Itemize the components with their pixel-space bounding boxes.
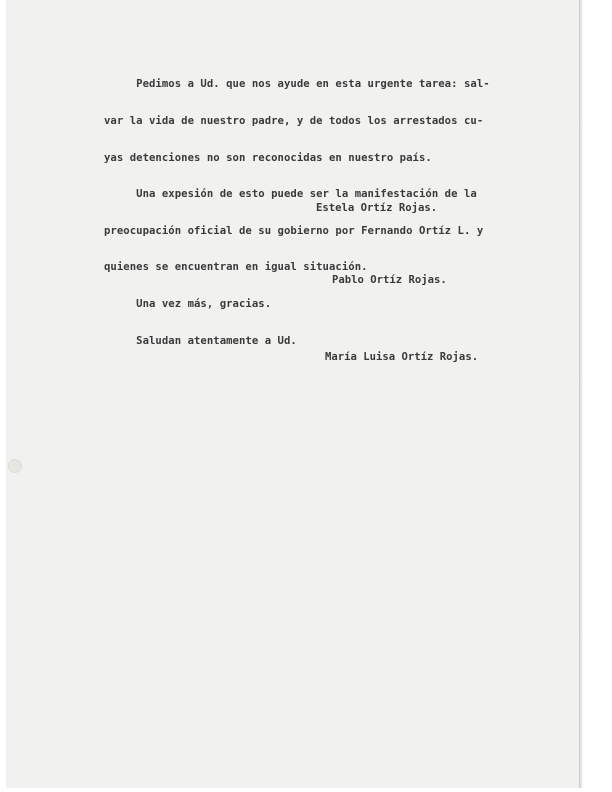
- page-edge-shadow: [579, 0, 583, 788]
- punch-hole-mark: [8, 459, 22, 473]
- signature-estela: Estela Ortíz Rojas.: [316, 202, 438, 214]
- signature-pablo: Pablo Ortíz Rojas.: [332, 274, 447, 286]
- letter-line: Pedimos a Ud. que nos ayude en esta urgente tarea: sal-: [104, 78, 490, 91]
- letter-line: Una vez más, gracias.: [104, 297, 272, 310]
- letter-line: Saludan atentamente a Ud.: [104, 334, 297, 347]
- letter-line: preocupación oficial de su gobierno por Fernando Ortíz L. y: [104, 224, 484, 237]
- letter-line: Una expesión de esto puede ser la manifestación de la: [104, 188, 477, 201]
- signature-maria-luisa: María Luisa Ortíz Rojas.: [325, 351, 479, 363]
- letter-line: yas detenciones no son reconocidas en nuestro país.: [104, 151, 432, 164]
- letter-line: quienes se encuentran en igual situación.: [104, 261, 368, 274]
- letter-line: var la vida de nuestro padre, y de todos los arrestados cu-: [104, 115, 484, 127]
